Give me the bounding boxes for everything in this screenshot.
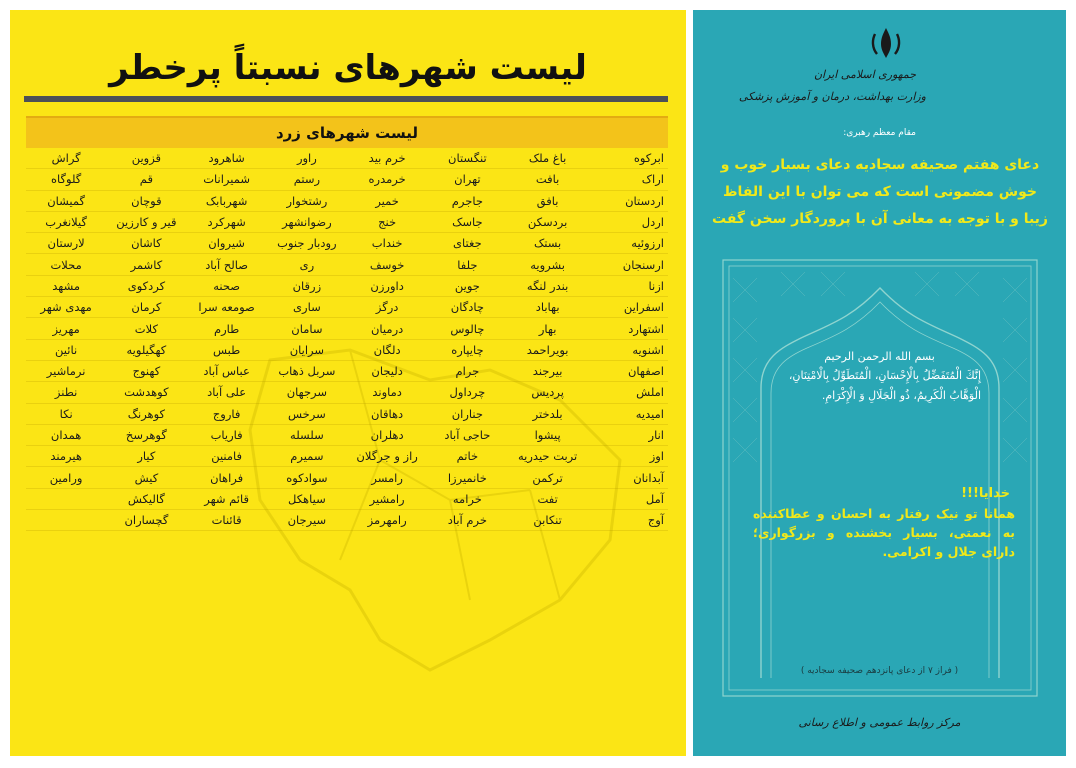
city-cell: اشتهارد — [588, 318, 668, 339]
city-cell: طارم — [187, 318, 267, 339]
iran-emblem-icon — [869, 26, 903, 60]
city-cell: داورزن — [347, 275, 427, 296]
city-cell: خرم آباد — [427, 510, 507, 531]
table-row — [26, 360, 668, 381]
arabic-prayer-text: إِنَّكَ الْمُتَفَضِّلُ بِالْإِحْسَانِ، الْمُتَطَوِّلُ بِالْامْتِنَانِ، الْوَهَّابُ الْكَرِيمُ، ذُو الْجَلَالِ وَ الْإِكْرَامِ. — [788, 369, 981, 402]
city-cell: تربت حیدریه — [508, 446, 588, 467]
city-cell: املش — [588, 382, 668, 403]
city-cell: کلات — [106, 318, 186, 339]
city-cell: دهاقان — [347, 403, 427, 424]
city-cell: خمیر — [347, 190, 427, 211]
city-cell: قم — [106, 169, 186, 190]
city-cell: نائین — [26, 339, 106, 360]
city-cell: خنج — [347, 211, 427, 232]
city-cell: تفت — [508, 488, 588, 509]
table-row — [26, 488, 668, 509]
city-cell: مهدی شهر — [26, 297, 106, 318]
city-cell: قزوین — [106, 148, 186, 169]
city-cell: شهربابک — [187, 190, 267, 211]
city-cell: کهنوج — [106, 360, 186, 381]
city-cell: حاجی آباد — [427, 424, 507, 445]
city-cell: سرخس — [267, 403, 347, 424]
city-cell: بهار — [508, 318, 588, 339]
city-cell: اسفراین — [588, 297, 668, 318]
yellow-cities-panel — [10, 10, 686, 756]
city-cell: پردیس — [508, 382, 588, 403]
city-cell: سامان — [267, 318, 347, 339]
city-cell: چالوس — [427, 318, 507, 339]
city-cell — [26, 488, 106, 509]
city-cell: ابرکوه — [588, 148, 668, 169]
city-cell: رضوانشهر — [267, 211, 347, 232]
city-cell: کیار — [106, 446, 186, 467]
city-cell: دلیجان — [347, 360, 427, 381]
city-cell: بستک — [508, 233, 588, 254]
city-cell: فامنین — [187, 446, 267, 467]
city-cell: گالیکش — [106, 488, 186, 509]
city-cell: گلوگاه — [26, 169, 106, 190]
city-cell: صحنه — [187, 275, 267, 296]
city-cell: سرجهان — [267, 382, 347, 403]
bismillah: بسم الله الرحمن الرحیم — [824, 350, 935, 363]
table-row — [26, 254, 668, 275]
city-cell: چایپاره — [427, 339, 507, 360]
city-cell: بهاباد — [508, 297, 588, 318]
city-cell — [26, 510, 106, 531]
city-cell: اراک — [588, 169, 668, 190]
page-title: لیست شهرهای نسبتاً پرخطر — [109, 48, 587, 88]
city-cell: کوهرنگ — [106, 403, 186, 424]
city-cell: اشنویه — [588, 339, 668, 360]
city-cell: قیر و کارزین — [106, 211, 186, 232]
city-cell: خرمدره — [347, 169, 427, 190]
city-cell: صومعه سرا — [187, 297, 267, 318]
table-row — [26, 233, 668, 254]
city-cell: دهلران — [347, 424, 427, 445]
city-cell: سرایان — [267, 339, 347, 360]
table-row — [26, 275, 668, 296]
table-row — [26, 318, 668, 339]
leader-quote: دعای هفتم صحیفه سجادیه دعای بسیار خوب و خوش مضمونی است که می توان با این الفاظ زیبا و با توجه به معانی آن با پروردگار سخن گفت — [712, 157, 1048, 227]
table-row — [26, 403, 668, 424]
city-cell: رستم — [267, 169, 347, 190]
city-cell: خاتم — [427, 446, 507, 467]
city-cell: طبس — [187, 339, 267, 360]
footer-org-name: مرکز روابط عمومی و اطلاع رسانی — [798, 716, 961, 729]
city-cell: سمیرم — [267, 446, 347, 467]
city-cell: قائم شهر — [187, 488, 267, 509]
city-cell: خانمیرزا — [427, 467, 507, 488]
table-row — [26, 297, 668, 318]
city-cell: همدان — [26, 424, 106, 445]
city-cell: جاجرم — [427, 190, 507, 211]
city-cell: رامشیر — [347, 488, 427, 509]
city-cell: بافق — [508, 190, 588, 211]
city-cell: مهریز — [26, 318, 106, 339]
city-cell: درگز — [347, 297, 427, 318]
city-cell: گراش — [26, 148, 106, 169]
city-cell: پیشوا — [508, 424, 588, 445]
city-cell: باغ ملک — [508, 148, 588, 169]
city-cell: رودبار جنوب — [267, 233, 347, 254]
city-cell: لارستان — [26, 233, 106, 254]
city-cell: رامهرمز — [347, 510, 427, 531]
city-cell: سلسله — [267, 424, 347, 445]
city-cell: بندر لنگه — [508, 275, 588, 296]
city-cell: رامسر — [347, 467, 427, 488]
city-cell: شیروان — [187, 233, 267, 254]
city-cell: خرم بید — [347, 148, 427, 169]
city-cell: فاروج — [187, 403, 267, 424]
speaker-label: مقام معظم رهبری: — [843, 128, 916, 138]
city-cell: فراهان — [187, 467, 267, 488]
city-cell: اردستان — [588, 190, 668, 211]
prayer-heading: خدایا!!! — [961, 486, 1010, 501]
city-cell: انار — [588, 424, 668, 445]
table-row — [26, 211, 668, 232]
table-row — [26, 169, 668, 190]
table-row — [26, 424, 668, 445]
city-cell: جرام — [427, 360, 507, 381]
city-cell: خرامه — [427, 488, 507, 509]
city-cell: جوین — [427, 275, 507, 296]
city-cell: سربل ذهاب — [267, 360, 347, 381]
city-cell: ارزوئیه — [588, 233, 668, 254]
city-cell: هیرمند — [26, 446, 106, 467]
cities-table-container — [26, 116, 668, 531]
city-cell: شهرکرد — [187, 211, 267, 232]
city-cell: گوهرسخ — [106, 424, 186, 445]
city-cell: خنداب — [347, 233, 427, 254]
city-cell: امیدیه — [588, 403, 668, 424]
city-cell: کاشان — [106, 233, 186, 254]
city-cell: تنکابن — [508, 510, 588, 531]
city-cell: محلات — [26, 254, 106, 275]
city-cell: راور — [267, 148, 347, 169]
city-cell: بافت — [508, 169, 588, 190]
city-cell: چادگان — [427, 297, 507, 318]
city-cell: زرقان — [267, 275, 347, 296]
table-row — [26, 190, 668, 211]
city-cell: کیش — [106, 467, 186, 488]
table-row — [26, 148, 668, 169]
city-cell: قائنات — [187, 510, 267, 531]
city-cell: آبدانان — [588, 467, 668, 488]
table-row — [26, 467, 668, 488]
city-cell: تهران — [427, 169, 507, 190]
city-cell: بشرویه — [508, 254, 588, 275]
persian-prayer-translation: همانا تو نیک رفتار به احسان و عطاکننده به نعمتی، بسیار بخشنده و بزرگواری؛ دارای جلال و اکرامی. — [753, 506, 1015, 559]
city-cell: نکا — [26, 403, 106, 424]
city-cell: صالح آباد — [187, 254, 267, 275]
city-cell: کرمان — [106, 297, 186, 318]
cities-table — [26, 148, 668, 531]
city-cell: دماوند — [347, 382, 427, 403]
city-cell: جناران — [427, 403, 507, 424]
city-cell: کهگیلویه — [106, 339, 186, 360]
city-cell: اردل — [588, 211, 668, 232]
city-cell: راز و جرگلان — [347, 446, 427, 467]
city-cell: گچساران — [106, 510, 186, 531]
city-cell: بویراحمد — [508, 339, 588, 360]
table-row — [26, 510, 668, 531]
city-cell: سوادکوه — [267, 467, 347, 488]
city-cell: دلگان — [347, 339, 427, 360]
city-cell: فاریاب — [187, 424, 267, 445]
city-cell: بردسکن — [508, 211, 588, 232]
city-cell: کاشمر — [106, 254, 186, 275]
city-cell: شاهرود — [187, 148, 267, 169]
city-cell: ارسنجان — [588, 254, 668, 275]
city-cell: چرداول — [427, 382, 507, 403]
city-cell: درمیان — [347, 318, 427, 339]
city-cell: ری — [267, 254, 347, 275]
title-divider — [24, 96, 668, 102]
city-cell: شمیرانات — [187, 169, 267, 190]
city-cell: کوهدشت — [106, 382, 186, 403]
city-cell: ازنا — [588, 275, 668, 296]
prayer-source: ( فراز ۷ از دعای پانزدهم صحیفه سجادیه ) — [800, 666, 959, 676]
city-cell: مشهد — [26, 275, 106, 296]
city-cell: آوج — [588, 510, 668, 531]
arch-frame-ornament — [721, 258, 1039, 698]
city-cell: گمیشان — [26, 190, 106, 211]
city-cell: رشتخوار — [267, 190, 347, 211]
city-cell: تنگستان — [427, 148, 507, 169]
table-title: لیست شهرهای زرد — [26, 116, 668, 148]
city-cell: گیلانغرب — [26, 211, 106, 232]
city-cell: نرماشیر — [26, 360, 106, 381]
city-cell: ساری — [267, 297, 347, 318]
city-cell: اوز — [588, 446, 668, 467]
city-cell: کردکوی — [106, 275, 186, 296]
city-cell: نطنز — [26, 382, 106, 403]
table-row — [26, 446, 668, 467]
city-cell: علی آباد — [187, 382, 267, 403]
city-cell: بلدختر — [508, 403, 588, 424]
org-name-line2: وزارت بهداشت، درمان و آموزش پزشکی — [738, 90, 926, 103]
prayer-panel — [693, 10, 1066, 756]
city-cell: جلفا — [427, 254, 507, 275]
org-name-line1: جمهوری اسلامی ایران — [813, 68, 916, 81]
city-cell: سیاهکل — [267, 488, 347, 509]
city-cell: اصفهان — [588, 360, 668, 381]
city-cell: ترکمن — [508, 467, 588, 488]
city-cell: قوچان — [106, 190, 186, 211]
city-cell: عباس آباد — [187, 360, 267, 381]
city-cell: بیرجند — [508, 360, 588, 381]
city-cell: جاسک — [427, 211, 507, 232]
city-cell: خوسف — [347, 254, 427, 275]
city-cell: سیرجان — [267, 510, 347, 531]
city-cell: آمل — [588, 488, 668, 509]
table-row — [26, 382, 668, 403]
city-cell: جغتای — [427, 233, 507, 254]
table-row — [26, 339, 668, 360]
city-cell: ورامین — [26, 467, 106, 488]
